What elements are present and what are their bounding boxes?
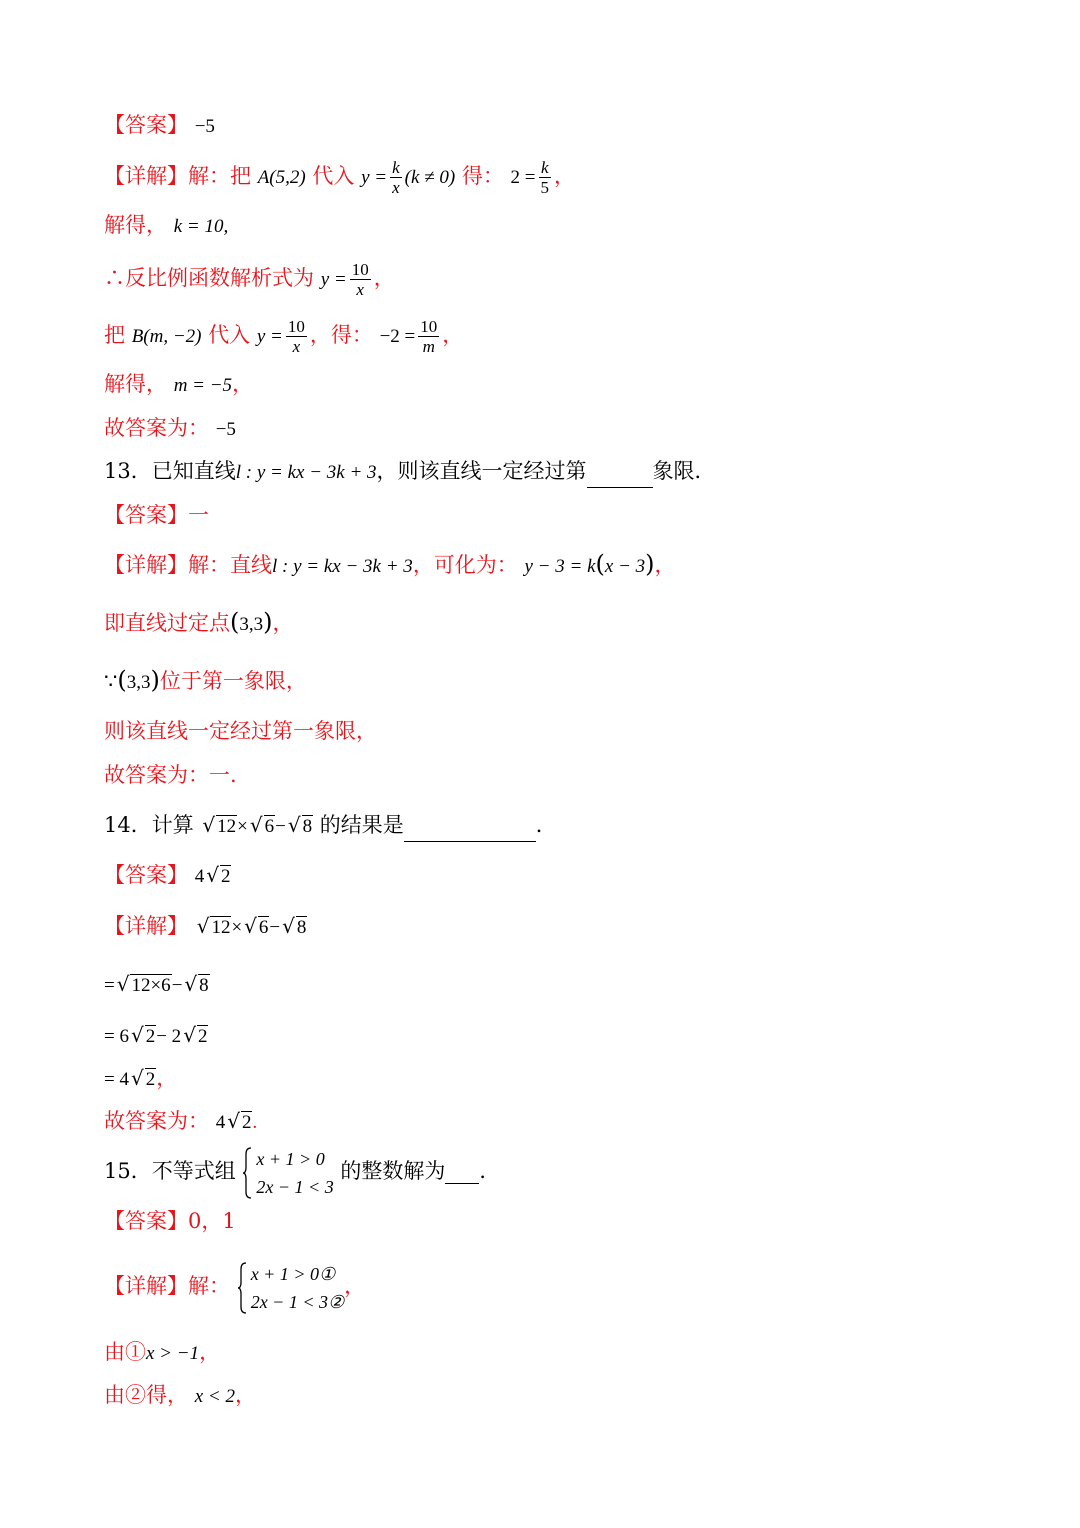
operator: − (275, 816, 286, 837)
question-15 (104, 1143, 500, 1201)
final-answer-12 (104, 413, 236, 445)
radicand: 8 (296, 917, 307, 938)
math-expr: y = (256, 326, 283, 347)
sqrt-symbol: √ (249, 813, 263, 837)
sqrt-symbol: √ (130, 1066, 144, 1090)
detail-line-13 (104, 549, 676, 582)
radicand: 12 (217, 816, 237, 837)
answer-blank (445, 1161, 479, 1184)
because-line (104, 665, 307, 698)
punct: ． (535, 813, 557, 837)
radicand: 6 (258, 917, 269, 938)
left-paren: ( (595, 550, 605, 578)
punct: ， (272, 611, 294, 635)
left-brace-icon (237, 1262, 247, 1314)
operator: − (269, 917, 281, 938)
math-expr: m = −5 (173, 375, 233, 396)
question-text: 象限． (652, 459, 716, 483)
denominator: x (292, 337, 301, 356)
fraction (418, 317, 439, 356)
sqrt-symbol: √ (183, 1023, 196, 1047)
sqrt-symbol: √ (196, 914, 210, 938)
inequality-1: x + 1 > 0① (250, 1263, 336, 1284)
punct: ， (234, 1383, 256, 1407)
math-point-a: A(5,2) (257, 167, 306, 188)
answer-blank (587, 465, 653, 488)
detail-text: 故答案为： (104, 1109, 209, 1133)
math-expr: y − 3 = k (524, 556, 596, 577)
math-expr: k = 10, (173, 216, 229, 237)
math-expr: 4 (194, 866, 205, 887)
inequality-system (242, 1145, 333, 1201)
sqrt-symbol: √ (287, 813, 301, 837)
math-expr: 4 (215, 1112, 226, 1133)
math-expr: = 6 (104, 1026, 129, 1047)
numerator: k (392, 158, 400, 177)
detail-text: 位于第一象限， (159, 669, 307, 693)
sqrt-symbol: √ (227, 1109, 240, 1133)
sqrt-symbol: √ (244, 914, 257, 938)
punct: ， (373, 266, 395, 290)
answer-blank (404, 819, 536, 842)
sqrt-symbol: √ (206, 863, 219, 887)
detail-text: 把 (104, 323, 125, 347)
math-expr: − 2 (156, 1026, 182, 1047)
answer-tag: 【答案】 (104, 863, 188, 887)
detail-tag: 【详解】 (104, 164, 188, 188)
left-brace-icon (242, 1147, 252, 1199)
math-expr: 2 = (510, 167, 536, 188)
punct: ， (344, 1274, 366, 1298)
solve-line (104, 210, 228, 242)
detail-text: 解：直线 (188, 553, 272, 577)
answer-tag: 【答案】 (104, 113, 188, 137)
detail-text: 代入 (312, 164, 355, 188)
step-3 (104, 1063, 177, 1095)
answer-value: −5 (194, 116, 215, 137)
inequality-2: 2x − 1 < 3 (256, 1176, 334, 1197)
question-text: 不等式组 (151, 1159, 236, 1183)
question-text: 计算 (151, 813, 194, 837)
detail-text: 则该直线一定经过第一象限， (104, 719, 377, 743)
from-2-line (104, 1380, 256, 1412)
detail-tag: 【详解】 (104, 553, 188, 577)
operator: − (171, 975, 183, 996)
radicand: 6 (264, 816, 275, 837)
math-expr: −2 = (379, 326, 416, 347)
answer-line-14 (104, 860, 231, 892)
sqrt-symbol: √ (184, 972, 198, 996)
numerator: 10 (287, 317, 305, 336)
math-expr: (k ≠ 0) (404, 167, 456, 188)
radicand: 2 (197, 1026, 208, 1047)
math-expr: x > −1 (146, 1343, 200, 1364)
math-expr: y = (361, 167, 388, 188)
denominator: x (356, 280, 364, 299)
fraction (286, 317, 307, 356)
final-answer-14 (104, 1106, 257, 1138)
punct: ， (156, 1066, 178, 1090)
detail-text: 解： (188, 1274, 230, 1298)
detail-text: ，得： (309, 323, 373, 347)
from-1-line (104, 1337, 220, 1369)
sqrt-symbol: √ (116, 972, 130, 996)
numerator: 10 (420, 317, 438, 336)
punct: ， (199, 1340, 221, 1364)
detail-line-14 (104, 911, 307, 943)
question-number: 14． (104, 813, 152, 837)
step-1 (104, 969, 210, 1001)
radicand: 2 (145, 1069, 156, 1090)
substitute-b-line (104, 317, 463, 356)
step-2 (104, 1020, 208, 1052)
punct: ， (654, 553, 676, 577)
inequality-1: x + 1 > 0 (256, 1148, 325, 1169)
inequality-2: 2x − 1 < 3② (250, 1291, 345, 1312)
fixed-point-line (104, 607, 294, 640)
fraction (350, 260, 371, 299)
operator: × (231, 917, 243, 938)
inequality-system (237, 1260, 344, 1316)
sqrt-symbol: √ (130, 1023, 144, 1047)
detail-text: 故答案为： (104, 416, 209, 440)
answer-value: 一 (188, 503, 209, 527)
punct: ， (232, 372, 254, 396)
math-expr: x − 3 (604, 556, 646, 577)
denominator: x (392, 178, 400, 197)
detail-text: ∴反比例函数解析式为 (104, 266, 314, 290)
therefore-line (104, 260, 395, 299)
question-14 (104, 810, 557, 842)
sqrt-symbol: √ (282, 914, 295, 938)
math-expr: y = (320, 269, 347, 290)
denominator: m (422, 337, 435, 356)
answer-line-12 (104, 110, 215, 142)
punct: ， (442, 323, 464, 347)
radicand: 8 (302, 816, 313, 837)
operator: × (237, 816, 248, 837)
radicand: 2 (220, 866, 231, 887)
radicand: 12×6 (131, 975, 171, 996)
math-expr: l : y = kx − 3k + 3 (272, 556, 413, 577)
because-symbol: ∵ (104, 669, 118, 693)
question-text: 的整数解为 (340, 1159, 446, 1183)
detail-line-12 (104, 158, 575, 197)
detail-text: 解得， (104, 213, 167, 237)
punct: ． (479, 1159, 501, 1183)
detail-line-15 (104, 1257, 365, 1316)
fraction (539, 158, 552, 197)
math-expr: = 4 (104, 1069, 129, 1090)
detail-text: ，可化为： (412, 553, 518, 577)
math-expr: l : y = kx − 3k + 3 (235, 462, 377, 483)
sqrt-symbol: √ (202, 813, 216, 837)
question-text: ，则该直线一定经过第 (376, 459, 587, 483)
detail-text: 得： (461, 164, 504, 188)
right-paren: ) (645, 550, 655, 578)
detail-text: 解得， (104, 372, 167, 396)
math-point: 3,3 (239, 614, 264, 635)
left-paren: ( (117, 666, 127, 694)
denominator: 5 (540, 178, 549, 197)
answer-value: 0，1 (188, 1209, 236, 1233)
answer-tag: 【答案】 (104, 503, 188, 527)
math-point-b: B(m, −2) (131, 326, 202, 347)
radicand: 8 (199, 975, 209, 996)
detail-text: 由②得， (104, 1383, 188, 1407)
radicand: 2 (241, 1112, 252, 1133)
detail-text: 由① (104, 1340, 146, 1364)
answer-tag: 【答案】 (104, 1209, 188, 1233)
radicand: 2 (145, 1026, 156, 1047)
numerator: k (539, 158, 552, 178)
detail-text: 代入 (208, 323, 251, 347)
right-paren: ) (263, 608, 273, 636)
answer-line-15 (104, 1206, 236, 1236)
detail-tag: 【详解】 (104, 1274, 188, 1298)
answer-line-13 (104, 500, 209, 530)
question-text: 已知直线 (151, 459, 236, 483)
detail-text: 即直线过定点 (104, 611, 230, 635)
detail-text: 故答案为：一. (104, 763, 237, 787)
then-line (104, 716, 377, 746)
radicand: 12 (211, 917, 231, 938)
math-expr: −5 (215, 419, 236, 440)
punct: . (252, 1112, 258, 1133)
question-number: 13． (104, 459, 152, 483)
math-point: 3,3 (126, 672, 151, 693)
final-answer-13 (104, 760, 237, 790)
detail-text: 解：把 (188, 164, 251, 188)
math-expr: x < 2 (194, 1386, 235, 1407)
solve-m-line (104, 369, 253, 401)
numerator: 10 (351, 260, 369, 279)
question-number: 15． (104, 1159, 152, 1183)
fraction (390, 158, 402, 197)
right-paren: ) (150, 666, 160, 694)
punct: ， (554, 164, 575, 188)
left-paren: ( (230, 608, 240, 636)
question-13 (104, 456, 716, 488)
math-expr: = (104, 975, 115, 996)
question-text: 的结果是 (319, 813, 404, 837)
detail-tag: 【详解】 (104, 914, 188, 938)
